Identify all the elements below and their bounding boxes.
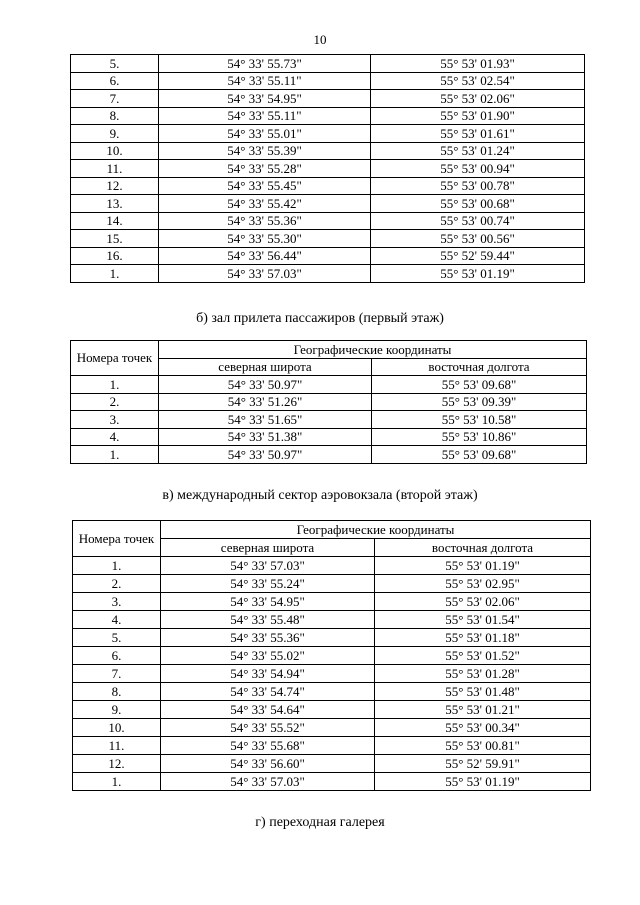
table-row [71, 55, 585, 73]
header-geo-coordinates: Географические координаты [159, 341, 587, 359]
point-number-cell: 9. [73, 701, 161, 719]
point-number-cell: 14. [71, 212, 159, 230]
east-longitude-cell: 55° 53' 00.74" [371, 212, 585, 230]
coordinates-table-arrival-hall [70, 340, 587, 464]
north-latitude-cell: 54° 33' 54.64" [161, 701, 375, 719]
east-longitude-cell: 55° 53' 02.54" [371, 72, 585, 90]
north-latitude-cell: 54° 33' 55.24" [161, 575, 375, 593]
point-number-cell: 6. [73, 647, 161, 665]
header-point-numbers: Номера точек [73, 521, 161, 557]
point-number-cell: 11. [73, 737, 161, 755]
north-latitude-cell: 54° 33' 56.44" [159, 247, 371, 265]
north-latitude-cell: 54° 33' 51.26" [159, 393, 372, 411]
table-row [73, 611, 591, 629]
point-number-cell: 1. [71, 376, 159, 394]
east-longitude-cell: 55° 53' 00.94" [371, 160, 585, 178]
east-longitude-cell: 55° 52' 59.91" [375, 755, 591, 773]
point-number-cell: 1. [73, 557, 161, 575]
coordinates-table-continued [70, 54, 585, 283]
table-row [71, 376, 587, 394]
header-point-numbers: Номера точек [71, 341, 159, 376]
point-number-cell: 4. [71, 428, 159, 446]
east-longitude-cell: 55° 53' 02.06" [375, 593, 591, 611]
north-latitude-cell: 54° 33' 57.03" [159, 265, 371, 283]
header-east-longitude: восточная долгота [372, 358, 587, 376]
table-row [71, 265, 585, 283]
header-north-latitude: северная широта [159, 358, 372, 376]
east-longitude-cell: 55° 53' 02.95" [375, 575, 591, 593]
page-number: 10 [313, 32, 327, 47]
east-longitude-cell: 55° 53' 00.34" [375, 719, 591, 737]
north-latitude-cell: 54° 33' 57.03" [161, 557, 375, 575]
north-latitude-cell: 54° 33' 54.94" [161, 665, 375, 683]
table-row [71, 160, 585, 178]
point-number-cell: 1. [73, 773, 161, 791]
point-number-cell: 2. [71, 393, 159, 411]
table-row [71, 230, 585, 248]
header-north-latitude: северная широта [161, 539, 375, 557]
east-longitude-cell: 55° 53' 09.68" [372, 376, 587, 394]
east-longitude-cell: 55° 53' 00.81" [375, 737, 591, 755]
header-geo-coordinates: Географические координаты [161, 521, 591, 539]
east-longitude-cell: 55° 53' 01.19" [371, 265, 585, 283]
point-number-cell: 13. [71, 195, 159, 213]
north-latitude-cell: 54° 33' 55.11" [159, 107, 371, 125]
point-number-cell: 7. [73, 665, 161, 683]
table-row [73, 683, 591, 701]
table-row [73, 647, 591, 665]
north-latitude-cell: 54° 33' 51.38" [159, 428, 372, 446]
table-row [71, 446, 587, 464]
east-longitude-cell: 55° 53' 00.78" [371, 177, 585, 195]
north-latitude-cell: 54° 33' 55.36" [159, 212, 371, 230]
point-number-cell: 7. [71, 90, 159, 108]
point-number-cell: 6. [71, 72, 159, 90]
point-number-cell: 8. [71, 107, 159, 125]
north-latitude-cell: 54° 33' 54.95" [159, 90, 371, 108]
point-number-cell: 11. [71, 160, 159, 178]
table-row [71, 72, 585, 90]
table-row [71, 107, 585, 125]
north-latitude-cell: 54° 33' 54.95" [161, 593, 375, 611]
north-latitude-cell: 54° 33' 55.48" [161, 611, 375, 629]
table-row [73, 557, 591, 575]
point-number-cell: 15. [71, 230, 159, 248]
table-row [73, 755, 591, 773]
north-latitude-cell: 54° 33' 55.28" [159, 160, 371, 178]
north-latitude-cell: 54° 33' 54.74" [161, 683, 375, 701]
north-latitude-cell: 54° 33' 56.60" [161, 755, 375, 773]
north-latitude-cell: 54° 33' 55.45" [159, 177, 371, 195]
north-latitude-cell: 54° 33' 55.11" [159, 72, 371, 90]
east-longitude-cell: 55° 53' 00.56" [371, 230, 585, 248]
point-number-cell: 12. [71, 177, 159, 195]
east-longitude-cell: 55° 53' 01.19" [375, 773, 591, 791]
north-latitude-cell: 54° 33' 55.52" [161, 719, 375, 737]
table-row [73, 719, 591, 737]
east-longitude-cell: 55° 53' 10.58" [372, 411, 587, 429]
table-row [71, 125, 585, 143]
point-number-cell: 2. [73, 575, 161, 593]
north-latitude-cell: 54° 33' 57.03" [161, 773, 375, 791]
table-row [71, 195, 585, 213]
north-latitude-cell: 54° 33' 55.73" [159, 55, 371, 73]
point-number-cell: 9. [71, 125, 159, 143]
east-longitude-cell: 55° 53' 09.39" [372, 393, 587, 411]
east-longitude-cell: 55° 53' 02.06" [371, 90, 585, 108]
point-number-cell: 3. [71, 411, 159, 429]
point-number-cell: 10. [71, 142, 159, 160]
table-row [73, 701, 591, 719]
table-row [71, 90, 585, 108]
north-latitude-cell: 54° 33' 55.36" [161, 629, 375, 647]
table-row [73, 665, 591, 683]
east-longitude-cell: 55° 53' 01.52" [375, 647, 591, 665]
coordinates-table-international-sector [72, 520, 591, 791]
east-longitude-cell: 55° 53' 01.48" [375, 683, 591, 701]
table-row [73, 575, 591, 593]
table-row [73, 593, 591, 611]
point-number-cell: 1. [71, 446, 159, 464]
table-row [71, 428, 587, 446]
north-latitude-cell: 54° 33' 50.97" [159, 446, 372, 464]
east-longitude-cell: 55° 53' 01.21" [375, 701, 591, 719]
point-number-cell: 5. [73, 629, 161, 647]
north-latitude-cell: 54° 33' 55.39" [159, 142, 371, 160]
north-latitude-cell: 54° 33' 55.01" [159, 125, 371, 143]
table-row [73, 773, 591, 791]
east-longitude-cell: 55° 53' 01.19" [375, 557, 591, 575]
point-number-cell: 10. [73, 719, 161, 737]
east-longitude-cell: 55° 53' 01.18" [375, 629, 591, 647]
point-number-cell: 8. [73, 683, 161, 701]
point-number-cell: 16. [71, 247, 159, 265]
north-latitude-cell: 54° 33' 55.02" [161, 647, 375, 665]
east-longitude-cell: 55° 53' 01.90" [371, 107, 585, 125]
section-caption-arrival-hall: б) зал прилета пассажиров (первый этаж) [196, 311, 444, 326]
east-longitude-cell: 55° 53' 01.54" [375, 611, 591, 629]
north-latitude-cell: 54° 33' 55.30" [159, 230, 371, 248]
header-east-longitude: восточная долгота [375, 539, 591, 557]
east-longitude-cell: 55° 53' 01.28" [375, 665, 591, 683]
north-latitude-cell: 54° 33' 55.42" [159, 195, 371, 213]
table-row [71, 411, 587, 429]
section-caption-transition-gallery: г) переходная галерея [255, 815, 385, 830]
east-longitude-cell: 55° 53' 09.68" [372, 446, 587, 464]
point-number-cell: 1. [71, 265, 159, 283]
point-number-cell: 5. [71, 55, 159, 73]
table-row [71, 247, 585, 265]
east-longitude-cell: 55° 53' 01.93" [371, 55, 585, 73]
north-latitude-cell: 54° 33' 50.97" [159, 376, 372, 394]
table-row [71, 212, 585, 230]
table-row [71, 142, 585, 160]
north-latitude-cell: 54° 33' 51.65" [159, 411, 372, 429]
section-caption-international-sector: в) международный сектор аэровокзала (второй этаж) [162, 488, 478, 503]
east-longitude-cell: 55° 52' 59.44" [371, 247, 585, 265]
point-number-cell: 4. [73, 611, 161, 629]
table-row [71, 177, 585, 195]
table-row [71, 393, 587, 411]
east-longitude-cell: 55° 53' 01.61" [371, 125, 585, 143]
north-latitude-cell: 54° 33' 55.68" [161, 737, 375, 755]
table-row [73, 629, 591, 647]
point-number-cell: 3. [73, 593, 161, 611]
table-row [73, 737, 591, 755]
east-longitude-cell: 55° 53' 10.86" [372, 428, 587, 446]
east-longitude-cell: 55° 53' 00.68" [371, 195, 585, 213]
east-longitude-cell: 55° 53' 01.24" [371, 142, 585, 160]
point-number-cell: 12. [73, 755, 161, 773]
